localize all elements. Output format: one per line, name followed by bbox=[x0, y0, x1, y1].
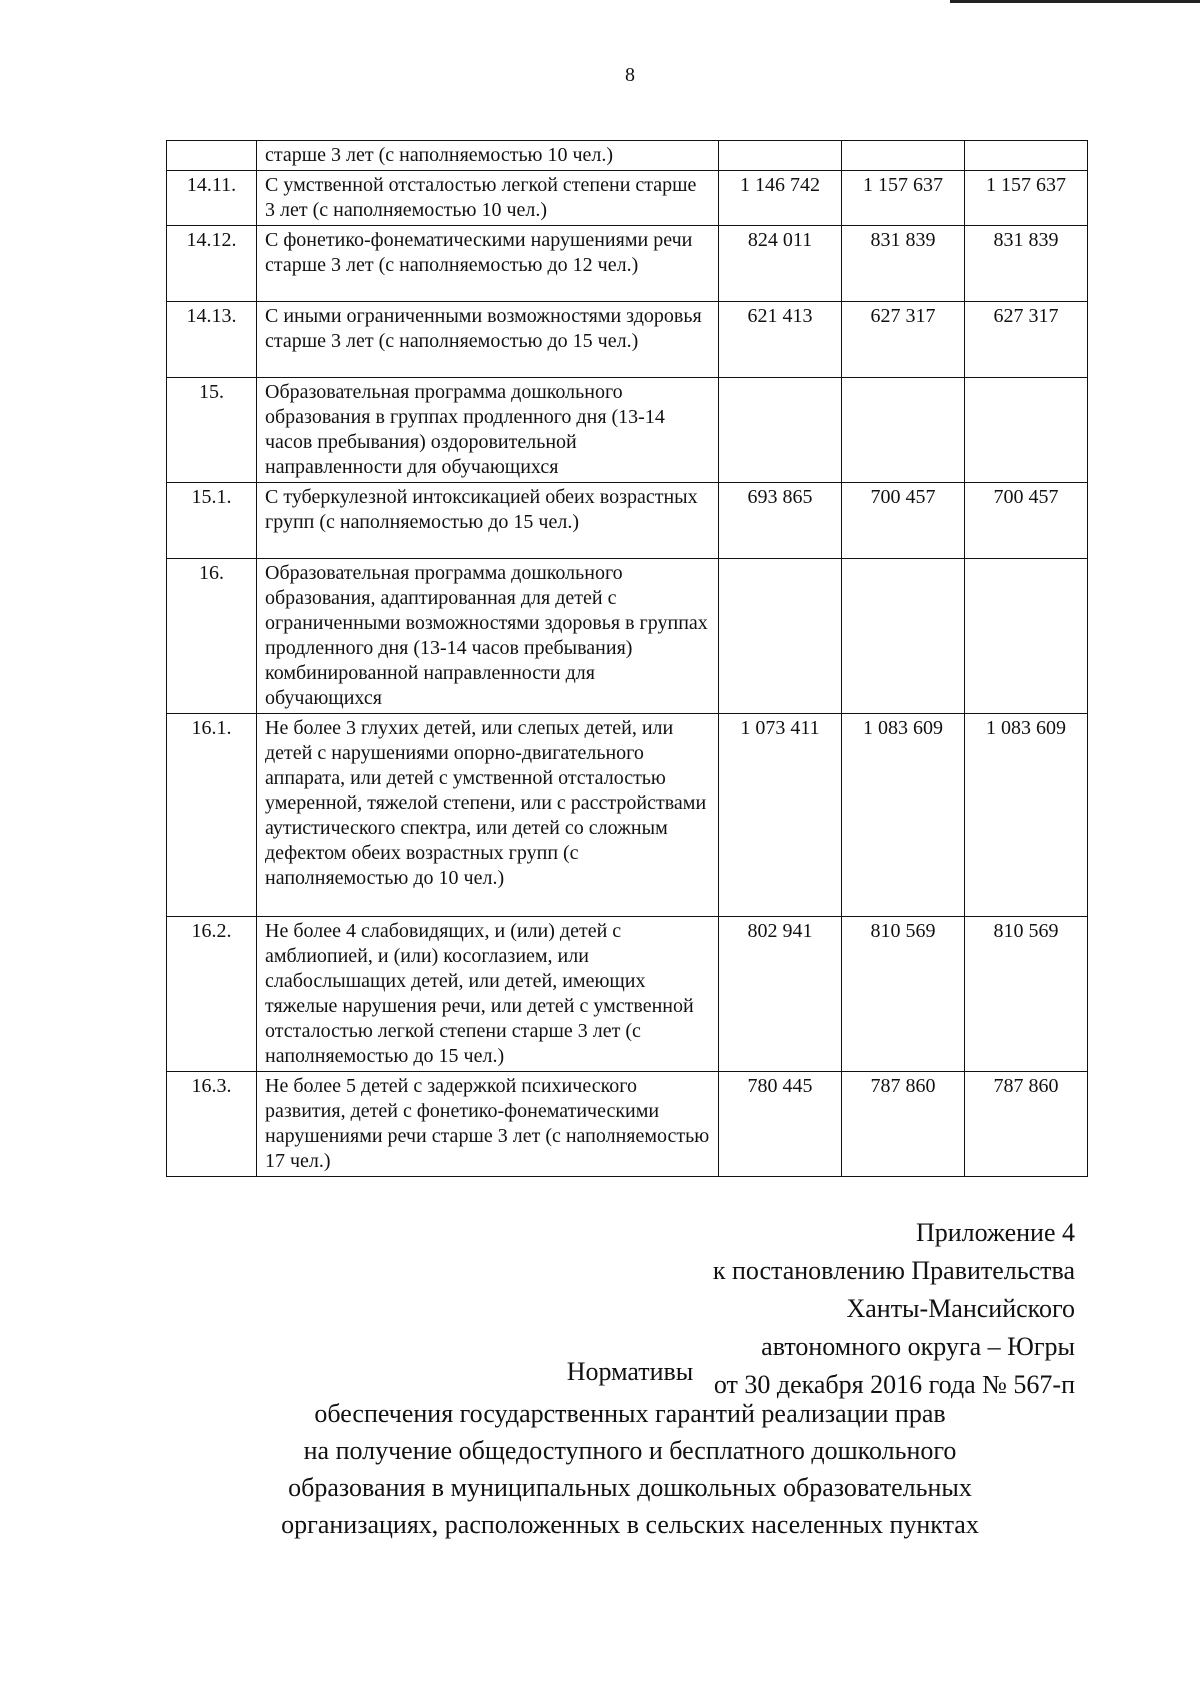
value-col-1 bbox=[719, 559, 842, 714]
row-description: старше 3 лет (с наполняемостью 10 чел.) bbox=[257, 141, 719, 171]
table-row bbox=[167, 917, 1088, 1072]
row-number: 15.1. bbox=[167, 483, 257, 559]
appendix-date-number: от 30 декабря 2016 года № 567-п bbox=[713, 1370, 1075, 1399]
value-col-2: 700 457 bbox=[842, 483, 965, 559]
value-col-1 bbox=[719, 378, 842, 483]
appendix-title: Приложение 4 bbox=[915, 1218, 1075, 1247]
value-col-3: 831 839 bbox=[965, 226, 1088, 302]
norms-table-body bbox=[167, 141, 1088, 1177]
value-col-3 bbox=[965, 378, 1088, 483]
row-number: 15. bbox=[167, 378, 257, 483]
row-number: 16. bbox=[167, 559, 257, 714]
top-edge-rule bbox=[950, 0, 1200, 3]
value-col-2: 810 569 bbox=[842, 917, 965, 1072]
value-col-2: 1 083 609 bbox=[842, 714, 965, 917]
row-description: С умственной отсталостью легкой степени старше 3 лет (с наполняемостью 10 чел.) bbox=[257, 171, 719, 226]
value-col-3 bbox=[965, 559, 1088, 714]
table-row bbox=[167, 483, 1088, 559]
subtitle-line: образования в муниципальных дошкольных образовательных bbox=[288, 1473, 972, 1502]
row-description: С туберкулезной интоксикацией обеих возрастных групп (с наполняемостью до 15 чел.) bbox=[257, 483, 719, 559]
row-number: 14.12. bbox=[167, 226, 257, 302]
table-row bbox=[167, 141, 1088, 171]
appendix-okrug: автономного округа – Югры bbox=[761, 1332, 1075, 1361]
document-title: Нормативы bbox=[566, 1357, 694, 1386]
row-description: С фонетико-фонематическими нарушениями речи старше 3 лет (с наполняемостью до 12 чел.) bbox=[257, 226, 719, 302]
value-col-3: 1 157 637 bbox=[965, 171, 1088, 226]
subtitle-line: на получение общедоступного и бесплатного дошкольного bbox=[303, 1436, 957, 1465]
table-row bbox=[167, 1072, 1088, 1177]
document-subtitle bbox=[170, 1395, 1090, 1543]
row-description: Не более 3 глухих детей, или слепых детей, или детей с нарушениями опорно-двигательного аппарата, или детей с умственной отсталостью умеренной, тяжелой степени, или с расстройствами аутистического спектра, или детей со сложным дефектом обеих возрастных групп (с наполняемостью до 10 чел.) bbox=[257, 714, 719, 917]
value-col-3: 1 083 609 bbox=[965, 714, 1088, 917]
table-row bbox=[167, 171, 1088, 226]
row-description: Не более 4 слабовидящих, и (или) детей с амблиопией, и (или) косоглазием, или слабослышащих детей, или детей, имеющих тяжелые нарушения речи, или детей с умственной отсталостью легкой степени старше 3 лет (с наполняемостью до 15 чел.) bbox=[257, 917, 719, 1072]
value-col-1: 802 941 bbox=[719, 917, 842, 1072]
table-row bbox=[167, 226, 1088, 302]
subtitle-line: организациях, расположенных в сельских населенных пунктах bbox=[281, 1510, 979, 1539]
row-description: С иными ограниченными возможностями здоровья старше 3 лет (с наполняемостью до 15 чел.) bbox=[257, 302, 719, 378]
value-col-1: 1 073 411 bbox=[719, 714, 842, 917]
table-row bbox=[167, 378, 1088, 483]
value-col-2: 787 860 bbox=[842, 1072, 965, 1177]
value-col-1: 621 413 bbox=[719, 302, 842, 378]
table-row bbox=[167, 714, 1088, 917]
row-number: 14.13. bbox=[167, 302, 257, 378]
row-number: 16.3. bbox=[167, 1072, 257, 1177]
value-col-1: 824 011 bbox=[719, 226, 842, 302]
value-col-2 bbox=[842, 378, 965, 483]
value-col-3: 627 317 bbox=[965, 302, 1088, 378]
value-col-1 bbox=[719, 141, 842, 171]
value-col-3 bbox=[965, 141, 1088, 171]
row-number: 16.1. bbox=[167, 714, 257, 917]
value-col-1: 1 146 742 bbox=[719, 171, 842, 226]
appendix-reference: к постановлению Правительства bbox=[712, 1256, 1075, 1285]
row-number: 14.11. bbox=[167, 171, 257, 226]
norms-table bbox=[166, 140, 1088, 1177]
value-col-3: 700 457 bbox=[965, 483, 1088, 559]
row-description: Не более 5 детей с задержкой психического развития, детей с фонетико-фонематическими нарушениями речи старше 3 лет (с наполняемостью 17 чел.) bbox=[257, 1072, 719, 1177]
value-col-2: 1 157 637 bbox=[842, 171, 965, 226]
value-col-3: 787 860 bbox=[965, 1072, 1088, 1177]
table-row bbox=[167, 559, 1088, 714]
row-number: 16.2. bbox=[167, 917, 257, 1072]
appendix-region: Ханты-Мансийского bbox=[846, 1294, 1075, 1323]
row-number bbox=[167, 141, 257, 171]
value-col-2 bbox=[842, 141, 965, 171]
row-description: Образовательная программа дошкольного образования, адаптированная для детей с ограниченными возможностями здоровья в группах продленного дня (13-14 часов пребывания) комбинированной направленности для обучающихся bbox=[257, 559, 719, 714]
value-col-1: 693 865 bbox=[719, 483, 842, 559]
value-col-2: 831 839 bbox=[842, 226, 965, 302]
value-col-1: 780 445 bbox=[719, 1072, 842, 1177]
subtitle-line: обеспечения государственных гарантий реализации прав bbox=[314, 1399, 946, 1428]
row-description: Образовательная программа дошкольного образования в группах продленного дня (13-14 часов пребывания) оздоровительной направленности для обучающихся bbox=[257, 378, 719, 483]
value-col-2 bbox=[842, 559, 965, 714]
value-col-3: 810 569 bbox=[965, 917, 1088, 1072]
page-number: 8 bbox=[625, 64, 635, 86]
value-col-2: 627 317 bbox=[842, 302, 965, 378]
table-row bbox=[167, 302, 1088, 378]
